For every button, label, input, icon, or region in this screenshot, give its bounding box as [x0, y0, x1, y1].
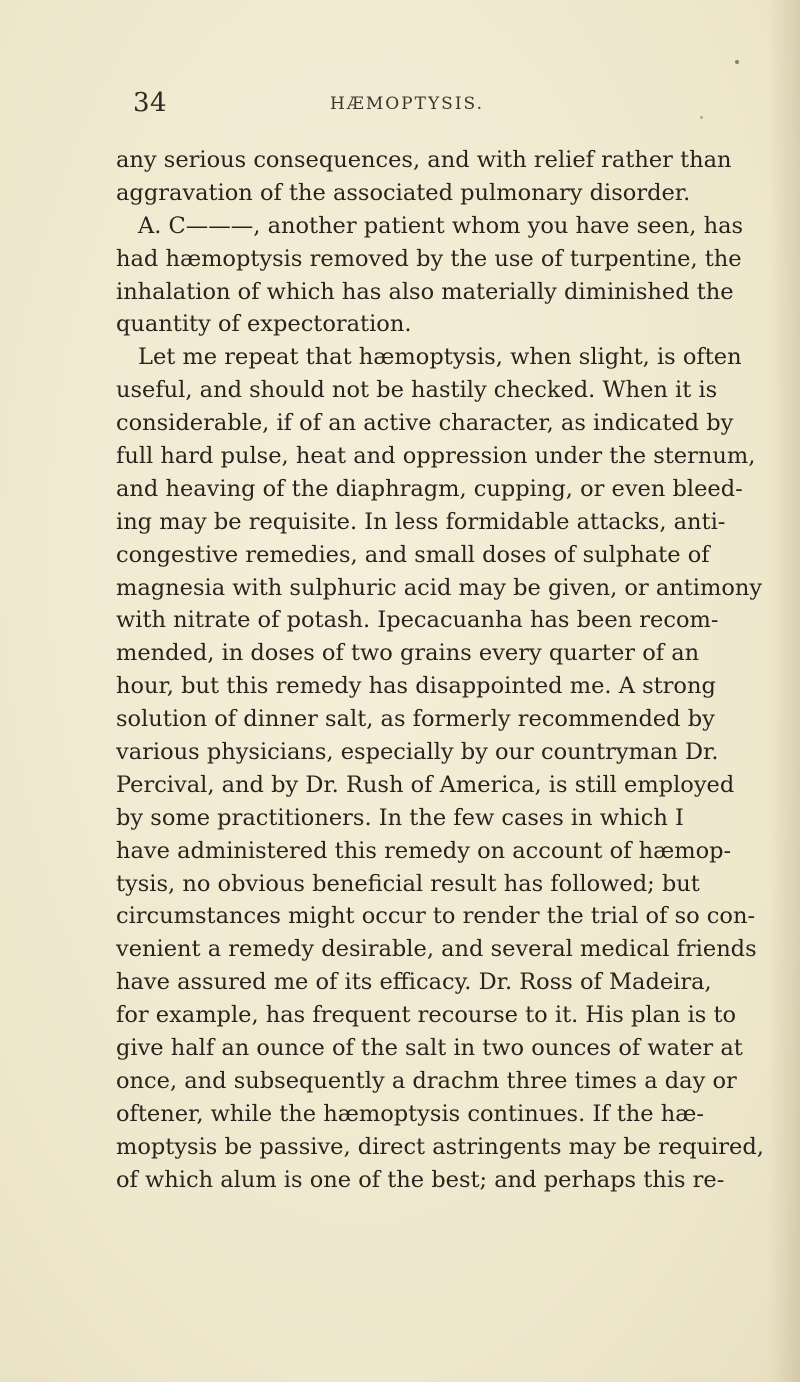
text-line: give half an ounce of the salt in two ounces of water at: [116, 1035, 743, 1062]
text-line: ing may be requisite. In less formidable attacks, anti-: [116, 508, 726, 535]
text-line: and heaving of the diaphragm, cupping, or even bleed-: [116, 475, 743, 502]
text-line: various physicians, especially by our countryman Dr.: [116, 739, 719, 766]
text-line: quantity of expectoration.: [116, 311, 412, 338]
paper-speck: [735, 60, 739, 64]
text-line: circumstances might occur to render the trial of so con-: [116, 903, 756, 930]
text-line: congestive remedies, and small doses of sulphate of: [116, 541, 710, 568]
text-line: tysis, no obvious beneficial result has followed; but: [116, 870, 700, 897]
text-line: magnesia with sulphuric acid may be given, or antimony: [116, 574, 763, 601]
text-line: Let me repeat that hæmoptysis, when slight, is often: [138, 344, 742, 371]
text-line: useful, and should not be hastily checked. When it is: [116, 377, 718, 404]
text-line: full hard pulse, heat and oppression under the sternum,: [116, 443, 756, 470]
text-line: once, and subsequently a drachm three times a day or: [116, 1067, 737, 1094]
text-line: hour, but this remedy has disappointed me. A strong: [116, 673, 716, 700]
body-text: [116, 144, 800, 1197]
text-line: considerable, if of an active character, as indicated by: [116, 410, 734, 437]
text-line: have assured me of its efficacy. Dr. Ross of Madeira,: [116, 969, 712, 996]
running-title: HÆMOPTYSIS.: [330, 94, 484, 114]
text-line: Percival, and by Dr. Rush of America, is still employed: [116, 771, 735, 798]
text-line: by some practitioners. In the few cases in which I: [116, 804, 684, 831]
text-line: inhalation of which has also materially diminished the: [116, 278, 734, 305]
page-number: 34: [133, 88, 168, 118]
text-line: mended, in doses of two grains every quarter of an: [116, 640, 700, 667]
text-line: aggravation of the associated pulmonary disorder.: [116, 179, 691, 206]
text-line: any serious consequences, and with relief rather than: [116, 147, 732, 173]
text-line: for example, has frequent recourse to it. His plan is to: [116, 1002, 737, 1029]
running-head: [0, 88, 800, 118]
text-line: with nitrate of potash. Ipecacuanha has been recom-: [116, 607, 719, 634]
text-line: had hæmoptysis removed by the use of turpentine, the: [116, 245, 742, 272]
text-line: of which alum is one of the best; and perhaps this re-: [116, 1166, 725, 1193]
text-line: have administered this remedy on account of hæmop-: [116, 837, 732, 864]
text-line: oftener, while the hæmoptysis continues. If the hæ-: [116, 1100, 704, 1127]
text-line: solution of dinner salt, as formerly recommended by: [116, 706, 715, 733]
text-line: moptysis be passive, direct astringents may be required,: [116, 1133, 764, 1160]
text-line: A. C———, another patient whom you have seen, has: [138, 212, 744, 239]
text-line: venient a remedy desirable, and several medical friends: [116, 936, 757, 963]
